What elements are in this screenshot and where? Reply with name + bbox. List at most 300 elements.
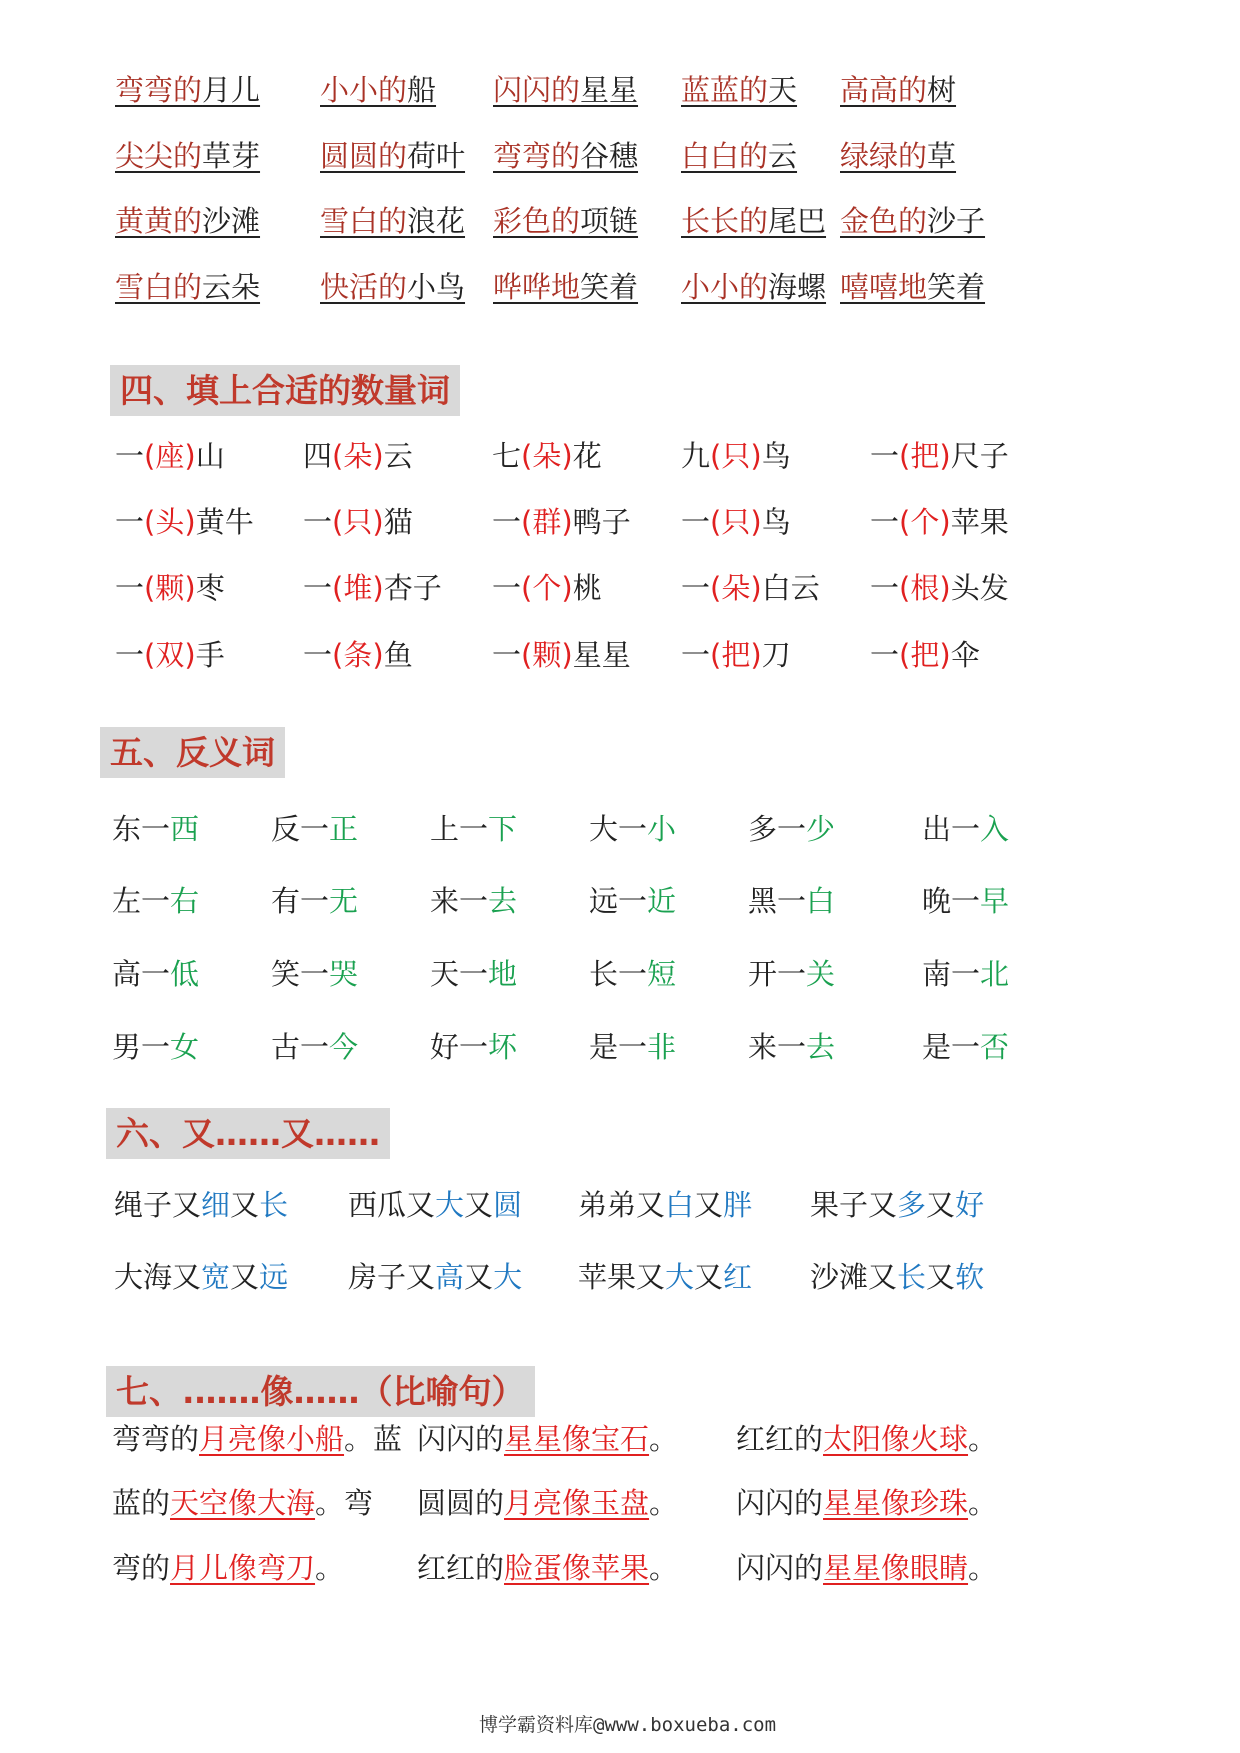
- phrase-modifier: 弯弯的: [493, 139, 581, 173]
- antonym-pair: [748, 884, 836, 918]
- subject: 西瓜: [348, 1188, 407, 1222]
- phrase-noun: 谷穗: [580, 139, 639, 173]
- measure-prefix: 一: [492, 638, 522, 672]
- paren-close: ): [939, 439, 951, 473]
- measure-noun: 鱼: [383, 638, 413, 672]
- measure-noun: 头发: [950, 571, 1009, 605]
- antonym-answer: 坏: [488, 1030, 518, 1064]
- dash: 一: [951, 1030, 981, 1064]
- antonym-word: 天: [430, 957, 460, 991]
- phrase-item: [320, 270, 466, 304]
- antonym-answer: 地: [488, 957, 518, 991]
- antonym-pair: [430, 957, 518, 991]
- you-char: 又: [406, 1188, 436, 1222]
- measure-item: [492, 638, 631, 672]
- dash: 一: [459, 812, 489, 846]
- dash: 一: [951, 884, 981, 918]
- antonym-answer: 今: [329, 1030, 359, 1064]
- simile-highlight: 天空像大海: [170, 1486, 316, 1520]
- measure-word: 只: [721, 439, 751, 473]
- antonym-pair: [922, 957, 1010, 991]
- phrase-noun: 云朵: [202, 270, 261, 304]
- phrase-modifier: 小小的: [320, 73, 408, 107]
- antonym-word: 笑: [271, 957, 301, 991]
- measure-noun: 云: [383, 439, 413, 473]
- antonym-pair: [589, 957, 677, 991]
- subject: 房子: [348, 1260, 407, 1294]
- paren-open: (: [521, 638, 533, 672]
- you-you-item: [810, 1188, 985, 1222]
- phrase-item: [115, 139, 261, 173]
- phrase-noun: 草芽: [202, 139, 261, 173]
- measure-prefix: 一: [681, 638, 711, 672]
- simile-suffix: 。: [649, 1486, 679, 1520]
- antonym-answer: 少: [806, 812, 836, 846]
- measure-item: [115, 439, 225, 473]
- paren-close: ): [561, 571, 573, 605]
- measure-prefix: 一: [115, 638, 145, 672]
- phrase-noun: 星星: [580, 73, 639, 107]
- measure-item: [492, 439, 602, 473]
- measure-prefix: 一: [681, 571, 711, 605]
- measure-noun: 鸟: [761, 439, 791, 473]
- simile-suffix: 。弯: [315, 1486, 374, 1520]
- phrase-noun: 荷叶: [407, 139, 466, 173]
- adjective-b: 圆: [493, 1188, 523, 1222]
- you-char: 又: [464, 1188, 494, 1222]
- phrase-item: [115, 73, 261, 107]
- antonym-word: 来: [748, 1030, 778, 1064]
- paren-close: ): [750, 638, 762, 672]
- phrase-noun: 笑着: [580, 270, 639, 304]
- you-you-item: [348, 1260, 523, 1294]
- you-char: 又: [926, 1188, 956, 1222]
- measure-item: [492, 505, 631, 539]
- antonym-word: 古: [271, 1030, 301, 1064]
- antonym-answer: 女: [170, 1030, 200, 1064]
- antonym-word: 是: [922, 1030, 952, 1064]
- measure-prefix: 一: [303, 638, 333, 672]
- measure-noun: 手: [195, 638, 225, 672]
- measure-noun: 尺子: [950, 439, 1009, 473]
- paren-open: (: [899, 505, 911, 539]
- antonym-pair: [112, 884, 200, 918]
- antonym-answer: 小: [647, 812, 677, 846]
- measure-prefix: 七: [492, 439, 522, 473]
- antonym-pair: [430, 884, 518, 918]
- phrase-item: [493, 204, 639, 238]
- phrase-item: [493, 73, 639, 107]
- dash: 一: [300, 957, 330, 991]
- simile-sentence: [112, 1422, 403, 1456]
- phrase-modifier: 金色的: [840, 204, 928, 238]
- paren-open: (: [899, 638, 911, 672]
- paren-open: (: [899, 439, 911, 473]
- paren-open: (: [710, 638, 722, 672]
- antonym-word: 大: [589, 812, 619, 846]
- phrase-modifier: 黄黄的: [115, 204, 203, 238]
- measure-item: [870, 439, 1009, 473]
- phrase-modifier: 雪白的: [115, 270, 203, 304]
- antonym-word: 是: [589, 1030, 619, 1064]
- dash: 一: [618, 1030, 648, 1064]
- phrase-modifier: 嘻嘻地: [840, 270, 928, 304]
- dash: 一: [618, 812, 648, 846]
- antonym-answer: 去: [488, 884, 518, 918]
- phrase-modifier: 哗哗地: [493, 270, 581, 304]
- adjective-a: 多: [897, 1188, 927, 1222]
- measure-item: [492, 571, 602, 605]
- antonym-word: 开: [748, 957, 778, 991]
- phrase-modifier: 白白的: [681, 139, 769, 173]
- simile-highlight: 月儿像弯刀: [170, 1551, 316, 1585]
- simile-prefix: 红红的: [417, 1551, 505, 1585]
- you-char: 又: [926, 1260, 956, 1294]
- adjective-b: 长: [259, 1188, 289, 1222]
- simile-highlight: 星星像眼睛: [823, 1551, 969, 1585]
- measure-prefix: 一: [492, 571, 522, 605]
- paren-open: (: [144, 638, 156, 672]
- adjective-a: 大: [435, 1188, 465, 1222]
- antonym-pair: [922, 812, 1010, 846]
- dash: 一: [777, 1030, 807, 1064]
- phrase-modifier: 快活的: [320, 270, 408, 304]
- simile-sentence: [112, 1486, 374, 1520]
- you-char: 又: [868, 1260, 898, 1294]
- phrase-noun: 海螺: [768, 270, 827, 304]
- simile-suffix: 。: [315, 1551, 345, 1585]
- antonym-answer: 关: [806, 957, 836, 991]
- antonym-answer: 白: [806, 884, 836, 918]
- measure-item: [681, 439, 791, 473]
- simile-prefix: 弯弯的: [112, 1422, 200, 1456]
- adjective-a: 白: [665, 1188, 695, 1222]
- dash: 一: [459, 957, 489, 991]
- measure-word: 堆: [343, 571, 373, 605]
- paren-close: ): [561, 439, 573, 473]
- dash: 一: [141, 812, 171, 846]
- dash: 一: [459, 884, 489, 918]
- measure-word: 条: [343, 638, 373, 672]
- simile-sentence: [736, 1551, 998, 1585]
- paren-close: ): [372, 638, 384, 672]
- simile-suffix: 。蓝: [344, 1422, 403, 1456]
- measure-prefix: 一: [115, 571, 145, 605]
- simile-highlight: 太阳像火球: [823, 1422, 969, 1456]
- you-char: 又: [636, 1260, 666, 1294]
- simile-highlight: 脸蛋像苹果: [504, 1551, 650, 1585]
- antonym-word: 上: [430, 812, 460, 846]
- paren-open: (: [710, 439, 722, 473]
- measure-prefix: 一: [115, 505, 145, 539]
- simile-highlight: 星星像宝石: [504, 1422, 650, 1456]
- measure-prefix: 四: [303, 439, 333, 473]
- phrase-item: [115, 204, 261, 238]
- measure-item: [681, 505, 791, 539]
- simile-prefix: 弯的: [112, 1551, 171, 1585]
- paren-open: (: [710, 571, 722, 605]
- paren-close: ): [939, 638, 951, 672]
- simile-suffix: 。: [968, 1422, 998, 1456]
- phrase-modifier: 弯弯的: [115, 73, 203, 107]
- paren-open: (: [710, 505, 722, 539]
- phrase-item: [115, 270, 261, 304]
- measure-word: 根: [910, 571, 940, 605]
- phrase-noun: 草: [927, 139, 957, 173]
- antonym-answer: 西: [170, 812, 200, 846]
- phrase-item: [681, 204, 827, 238]
- dash: 一: [141, 1030, 171, 1064]
- phrase-modifier: 长长的: [681, 204, 769, 238]
- measure-noun: 鸟: [761, 505, 791, 539]
- phrase-modifier: 绿绿的: [840, 139, 928, 173]
- antonym-pair: [271, 812, 359, 846]
- paren-open: (: [144, 505, 156, 539]
- paren-close: ): [750, 505, 762, 539]
- measure-noun: 杏子: [383, 571, 442, 605]
- phrase-item: [681, 73, 798, 107]
- measure-word: 头: [155, 505, 185, 539]
- measure-noun: 鸭子: [572, 505, 631, 539]
- phrase-item: [320, 139, 466, 173]
- dash: 一: [618, 957, 648, 991]
- phrase-modifier: 尖尖的: [115, 139, 203, 173]
- measure-word: 把: [721, 638, 751, 672]
- phrase-modifier: 蓝蓝的: [681, 73, 769, 107]
- paren-close: ): [184, 439, 196, 473]
- antonym-pair: [430, 1030, 518, 1064]
- measure-noun: 刀: [761, 638, 791, 672]
- paren-close: ): [372, 505, 384, 539]
- measure-noun: 山: [195, 439, 225, 473]
- antonym-answer: 否: [980, 1030, 1010, 1064]
- measure-noun: 黄牛: [195, 505, 254, 539]
- paren-open: (: [899, 571, 911, 605]
- antonym-answer: 哭: [329, 957, 359, 991]
- measure-item: [115, 571, 225, 605]
- simile-sentence: [417, 1486, 679, 1520]
- simile-highlight: 星星像珍珠: [823, 1486, 969, 1520]
- dash: 一: [951, 957, 981, 991]
- phrase-item: [840, 139, 957, 173]
- subject: 弟弟: [578, 1188, 637, 1222]
- dash: 一: [141, 957, 171, 991]
- simile-sentence: [736, 1422, 998, 1456]
- adjective-a: 大: [665, 1260, 695, 1294]
- measure-prefix: 一: [681, 505, 711, 539]
- adjective-a: 细: [201, 1188, 231, 1222]
- measure-item: [303, 571, 442, 605]
- paren-close: ): [372, 439, 384, 473]
- measure-word: 只: [721, 505, 751, 539]
- antonym-word: 男: [112, 1030, 142, 1064]
- paren-open: (: [521, 439, 533, 473]
- paren-close: ): [939, 505, 951, 539]
- you-you-item: [348, 1188, 523, 1222]
- simile-highlight: 月亮像小船: [199, 1422, 345, 1456]
- measure-noun: 白云: [761, 571, 820, 605]
- phrase-item: [681, 270, 827, 304]
- measure-item: [681, 571, 820, 605]
- simile-prefix: 闪闪的: [736, 1486, 824, 1520]
- you-char: 又: [636, 1188, 666, 1222]
- measure-noun: 星星: [572, 638, 631, 672]
- measure-word: 双: [155, 638, 185, 672]
- antonym-word: 有: [271, 884, 301, 918]
- simile-sentence: [112, 1551, 345, 1585]
- measure-noun: 苹果: [950, 505, 1009, 539]
- you-you-item: [114, 1188, 289, 1222]
- dash: 一: [300, 1030, 330, 1064]
- paren-close: ): [561, 505, 573, 539]
- antonym-word: 黑: [748, 884, 778, 918]
- paren-open: (: [332, 638, 344, 672]
- subject: 苹果: [578, 1260, 637, 1294]
- dash: 一: [777, 957, 807, 991]
- phrase-item: [320, 73, 437, 107]
- antonym-word: 多: [748, 812, 778, 846]
- you-you-item: [578, 1260, 753, 1294]
- antonym-pair: [922, 884, 1010, 918]
- paren-open: (: [521, 571, 533, 605]
- antonym-word: 晚: [922, 884, 952, 918]
- paren-close: ): [184, 638, 196, 672]
- phrase-noun: 尾巴: [768, 204, 827, 238]
- measure-item: [870, 638, 980, 672]
- antonym-pair: [271, 884, 359, 918]
- phrase-noun: 月儿: [202, 73, 261, 107]
- measure-item: [115, 505, 254, 539]
- measure-word: 把: [910, 638, 940, 672]
- you-char: 又: [406, 1260, 436, 1294]
- phrase-modifier: 雪白的: [320, 204, 408, 238]
- phrase-noun: 沙滩: [202, 204, 261, 238]
- adjective-b: 远: [259, 1260, 289, 1294]
- you-char: 又: [172, 1260, 202, 1294]
- measure-word: 颗: [155, 571, 185, 605]
- antonym-word: 南: [922, 957, 952, 991]
- subject: 绳子: [114, 1188, 173, 1222]
- antonym-pair: [112, 1030, 200, 1064]
- measure-word: 朵: [343, 439, 373, 473]
- phrase-modifier: 高高的: [840, 73, 928, 107]
- antonym-pair: [922, 1030, 1010, 1064]
- antonym-word: 好: [430, 1030, 460, 1064]
- measure-noun: 伞: [950, 638, 980, 672]
- antonym-pair: [112, 812, 200, 846]
- phrase-noun: 树: [927, 73, 957, 107]
- simile-sentence: [417, 1422, 679, 1456]
- adjective-b: 红: [723, 1260, 753, 1294]
- phrase-item: [493, 270, 639, 304]
- measure-prefix: 一: [870, 505, 900, 539]
- adjective-b: 好: [955, 1188, 985, 1222]
- phrase-noun: 项链: [580, 204, 639, 238]
- phrase-noun: 沙子: [927, 204, 986, 238]
- paren-open: (: [144, 439, 156, 473]
- you-char: 又: [230, 1188, 260, 1222]
- antonym-answer: 入: [980, 812, 1010, 846]
- measure-item: [870, 505, 1009, 539]
- phrase-noun: 天: [768, 73, 798, 107]
- antonym-pair: [748, 957, 836, 991]
- simile-prefix: 闪闪的: [736, 1551, 824, 1585]
- measure-word: 朵: [721, 571, 751, 605]
- paren-open: (: [521, 505, 533, 539]
- paren-close: ): [750, 571, 762, 605]
- measure-noun: 猫: [383, 505, 413, 539]
- antonym-word: 远: [589, 884, 619, 918]
- antonym-answer: 短: [647, 957, 677, 991]
- adjective-b: 软: [955, 1260, 985, 1294]
- phrase-noun: 浪花: [407, 204, 466, 238]
- antonym-answer: 无: [329, 884, 359, 918]
- phrase-item: [681, 139, 798, 173]
- measure-noun: 桃: [572, 571, 602, 605]
- antonym-pair: [589, 812, 677, 846]
- measure-prefix: 一: [870, 439, 900, 473]
- section-7-title: 七、.……像……（比喻句）: [106, 1366, 535, 1417]
- antonym-answer: 早: [980, 884, 1010, 918]
- measure-prefix: 一: [870, 571, 900, 605]
- dash: 一: [618, 884, 648, 918]
- simile-prefix: 红红的: [736, 1422, 824, 1456]
- simile-highlight: 月亮像玉盘: [504, 1486, 650, 1520]
- antonym-answer: 下: [488, 812, 518, 846]
- paren-open: (: [144, 571, 156, 605]
- antonym-answer: 正: [329, 812, 359, 846]
- measure-item: [681, 638, 791, 672]
- measure-prefix: 一: [870, 638, 900, 672]
- you-char: 又: [464, 1260, 494, 1294]
- phrase-item: [840, 204, 986, 238]
- measure-word: 颗: [532, 638, 562, 672]
- paren-close: ): [561, 638, 573, 672]
- antonym-answer: 近: [647, 884, 677, 918]
- measure-item: [303, 439, 413, 473]
- adjective-a: 长: [897, 1260, 927, 1294]
- subject: 沙滩: [810, 1260, 869, 1294]
- dash: 一: [141, 884, 171, 918]
- phrase-modifier: 彩色的: [493, 204, 581, 238]
- measure-prefix: 一: [115, 439, 145, 473]
- paren-open: (: [332, 439, 344, 473]
- paren-close: ): [750, 439, 762, 473]
- paren-close: ): [372, 571, 384, 605]
- footer-watermark: 博学霸资料库@www.boxueba.com: [479, 1714, 777, 1736]
- measure-item: [303, 505, 413, 539]
- antonym-word: 东: [112, 812, 142, 846]
- antonym-word: 长: [589, 957, 619, 991]
- you-you-item: [810, 1260, 985, 1294]
- phrase-item: [840, 73, 957, 107]
- paren-open: (: [332, 571, 344, 605]
- adjective-b: 大: [493, 1260, 523, 1294]
- antonym-answer: 非: [647, 1030, 677, 1064]
- antonym-answer: 去: [806, 1030, 836, 1064]
- dash: 一: [777, 884, 807, 918]
- antonym-word: 高: [112, 957, 142, 991]
- measure-item: [115, 638, 225, 672]
- antonym-word: 反: [271, 812, 301, 846]
- phrase-modifier: 闪闪的: [493, 73, 581, 107]
- subject: 果子: [810, 1188, 869, 1222]
- dash: 一: [777, 812, 807, 846]
- you-char: 又: [172, 1188, 202, 1222]
- measure-word: 个: [532, 571, 562, 605]
- measure-prefix: 一: [492, 505, 522, 539]
- subject: 大海: [114, 1260, 173, 1294]
